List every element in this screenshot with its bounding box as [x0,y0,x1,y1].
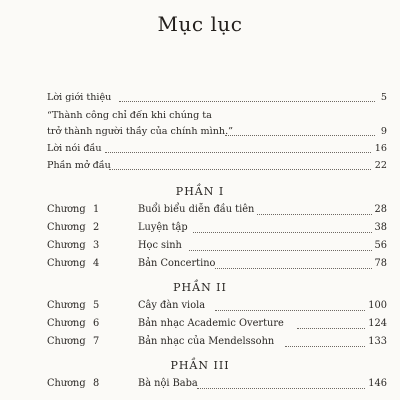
chapter-number: 3 [93,240,100,251]
part-heading: PHẦN II [173,281,227,294]
entry-page: 22 [373,158,387,174]
chapter-number: 6 [93,318,100,329]
chapter-title: Bà nội Baba [138,375,200,393]
toc-chapter-8 [47,375,387,393]
chapter-word: Chương [47,204,86,215]
chapter-page: 146 [366,375,387,393]
page-title: Mục lục [157,12,243,36]
dot-leader [285,346,367,347]
toc-entry-preface [47,141,387,157]
entry-page: 5 [379,90,387,106]
toc-entry-quote [47,124,387,140]
chapter-word: Chương [47,300,86,311]
chapter-title: Buổi biểu diễn đầu tiên [138,201,256,219]
chapter-title: Bản Concertino [138,255,217,273]
dot-leader [257,214,372,215]
toc-chapter-5 [47,297,387,315]
dot-leader [193,232,372,233]
toc-chapter-3 [47,237,387,255]
chapter-word: Chương [47,336,86,347]
dot-leader [109,169,371,170]
dot-leader [297,328,367,329]
chapter-title: Học sinh [138,237,184,255]
chapter-number: 1 [93,204,100,215]
chapter-title: Cây đàn viola [138,297,207,315]
chapter-number: 8 [93,378,100,389]
dot-leader [197,388,367,389]
dot-leader [225,135,375,136]
chapter-number: 4 [93,258,100,269]
chapter-page: 28 [373,201,387,219]
chapter-page: 78 [373,255,387,273]
toc-entry-intro [47,90,387,106]
chapter-page: 124 [366,315,387,333]
chapter-number: 5 [93,300,100,311]
dot-leader [105,152,371,153]
chapter-page: 133 [366,333,387,351]
toc-entry-quote-line1: “Thành công chỉ đến khi chúng ta [47,110,212,121]
part-heading: PHẦN III [170,359,230,372]
chapter-page: 56 [373,237,387,255]
entry-label: trở thành người thầy của chính mình.” [47,124,235,140]
entry-label: Phần mở đầu [47,158,113,174]
chapter-word: Chương [47,378,86,389]
dot-leader [189,250,372,251]
chapter-page: 38 [373,219,387,237]
chapter-title: Bản nhạc Academic Overture [138,315,286,333]
entry-page: 9 [379,124,387,140]
dot-leader [215,268,372,269]
toc-chapter-1 [47,201,387,219]
part-heading: PHẦN I [175,185,225,198]
dot-leader [215,310,367,311]
entry-page: 16 [373,141,387,157]
chapter-word: Chương [47,258,86,269]
toc-chapter-7 [47,333,387,351]
chapter-page: 100 [366,297,387,315]
chapter-word: Chương [47,318,86,329]
toc-chapter-6 [47,315,387,333]
chapter-number: 7 [93,336,100,347]
chapter-title: Bản nhạc của Mendelssohn [138,333,276,351]
toc-entry-prologue [47,158,387,174]
dot-leader [119,101,375,102]
chapter-word: Chương [47,240,86,251]
toc-chapter-2 [47,219,387,237]
chapter-title: Luyện tập [138,219,190,237]
chapter-number: 2 [93,222,100,233]
entry-label: Lời nói đầu [47,141,104,157]
toc-chapter-4 [47,255,387,273]
chapter-word: Chương [47,222,86,233]
entry-label: Lời giới thiệu [47,90,113,106]
